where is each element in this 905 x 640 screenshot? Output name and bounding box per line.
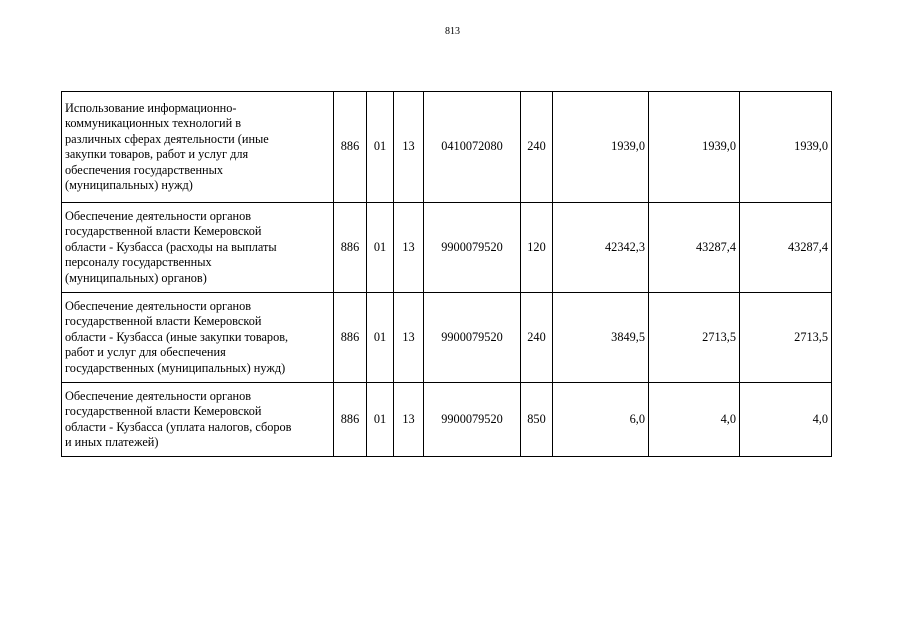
- target-article-code: 9900079520: [424, 383, 521, 457]
- ministry-code: 886: [334, 293, 367, 383]
- amount-year-3: 2713,5: [740, 293, 832, 383]
- amount-year-1: 42342,3: [553, 203, 649, 293]
- amount-year-3: 43287,4: [740, 203, 832, 293]
- ministry-code: 886: [334, 203, 367, 293]
- section-code: 01: [367, 203, 394, 293]
- row-description: Использование информационно- коммуникационных технологий в различных сферах деятельности (иные закупки товаров, работ и услуг для обеспечения государственных (муниципальных) нужд): [62, 92, 334, 203]
- expense-type-code: 240: [521, 92, 553, 203]
- amount-year-1: 1939,0: [553, 92, 649, 203]
- target-article-code: 0410072080: [424, 92, 521, 203]
- subsection-code: 13: [394, 92, 424, 203]
- section-code: 01: [367, 383, 394, 457]
- amount-year-2: 2713,5: [649, 293, 740, 383]
- budget-table: [61, 91, 832, 457]
- table-row: [62, 203, 832, 293]
- section-code: 01: [367, 92, 394, 203]
- ministry-code: 886: [334, 92, 367, 203]
- amount-year-1: 3849,5: [553, 293, 649, 383]
- amount-year-2: 1939,0: [649, 92, 740, 203]
- subsection-code: 13: [394, 203, 424, 293]
- section-code: 01: [367, 293, 394, 383]
- target-article-code: 9900079520: [424, 203, 521, 293]
- expense-type-code: 120: [521, 203, 553, 293]
- amount-year-3: 1939,0: [740, 92, 832, 203]
- expense-type-code: 240: [521, 293, 553, 383]
- page-number: 813: [445, 26, 460, 37]
- row-description: Обеспечение деятельности органов государственной власти Кемеровской области - Кузбасса (иные закупки товаров, работ и услуг для обеспечения государственных (муниципальных) нужд): [62, 293, 334, 383]
- ministry-code: 886: [334, 383, 367, 457]
- table-row: [62, 383, 832, 457]
- row-description: Обеспечение деятельности органов государственной власти Кемеровской области - Кузбасса (уплата налогов, сборов и иных платежей): [62, 383, 334, 457]
- target-article-code: 9900079520: [424, 293, 521, 383]
- subsection-code: 13: [394, 293, 424, 383]
- expense-type-code: 850: [521, 383, 553, 457]
- table-row: [62, 92, 832, 203]
- table-row: [62, 293, 832, 383]
- row-description: Обеспечение деятельности органов государственной власти Кемеровской области - Кузбасса (расходы на выплаты персоналу государственных (муниципальных) органов): [62, 203, 334, 293]
- amount-year-2: 4,0: [649, 383, 740, 457]
- subsection-code: 13: [394, 383, 424, 457]
- amount-year-1: 6,0: [553, 383, 649, 457]
- amount-year-3: 4,0: [740, 383, 832, 457]
- amount-year-2: 43287,4: [649, 203, 740, 293]
